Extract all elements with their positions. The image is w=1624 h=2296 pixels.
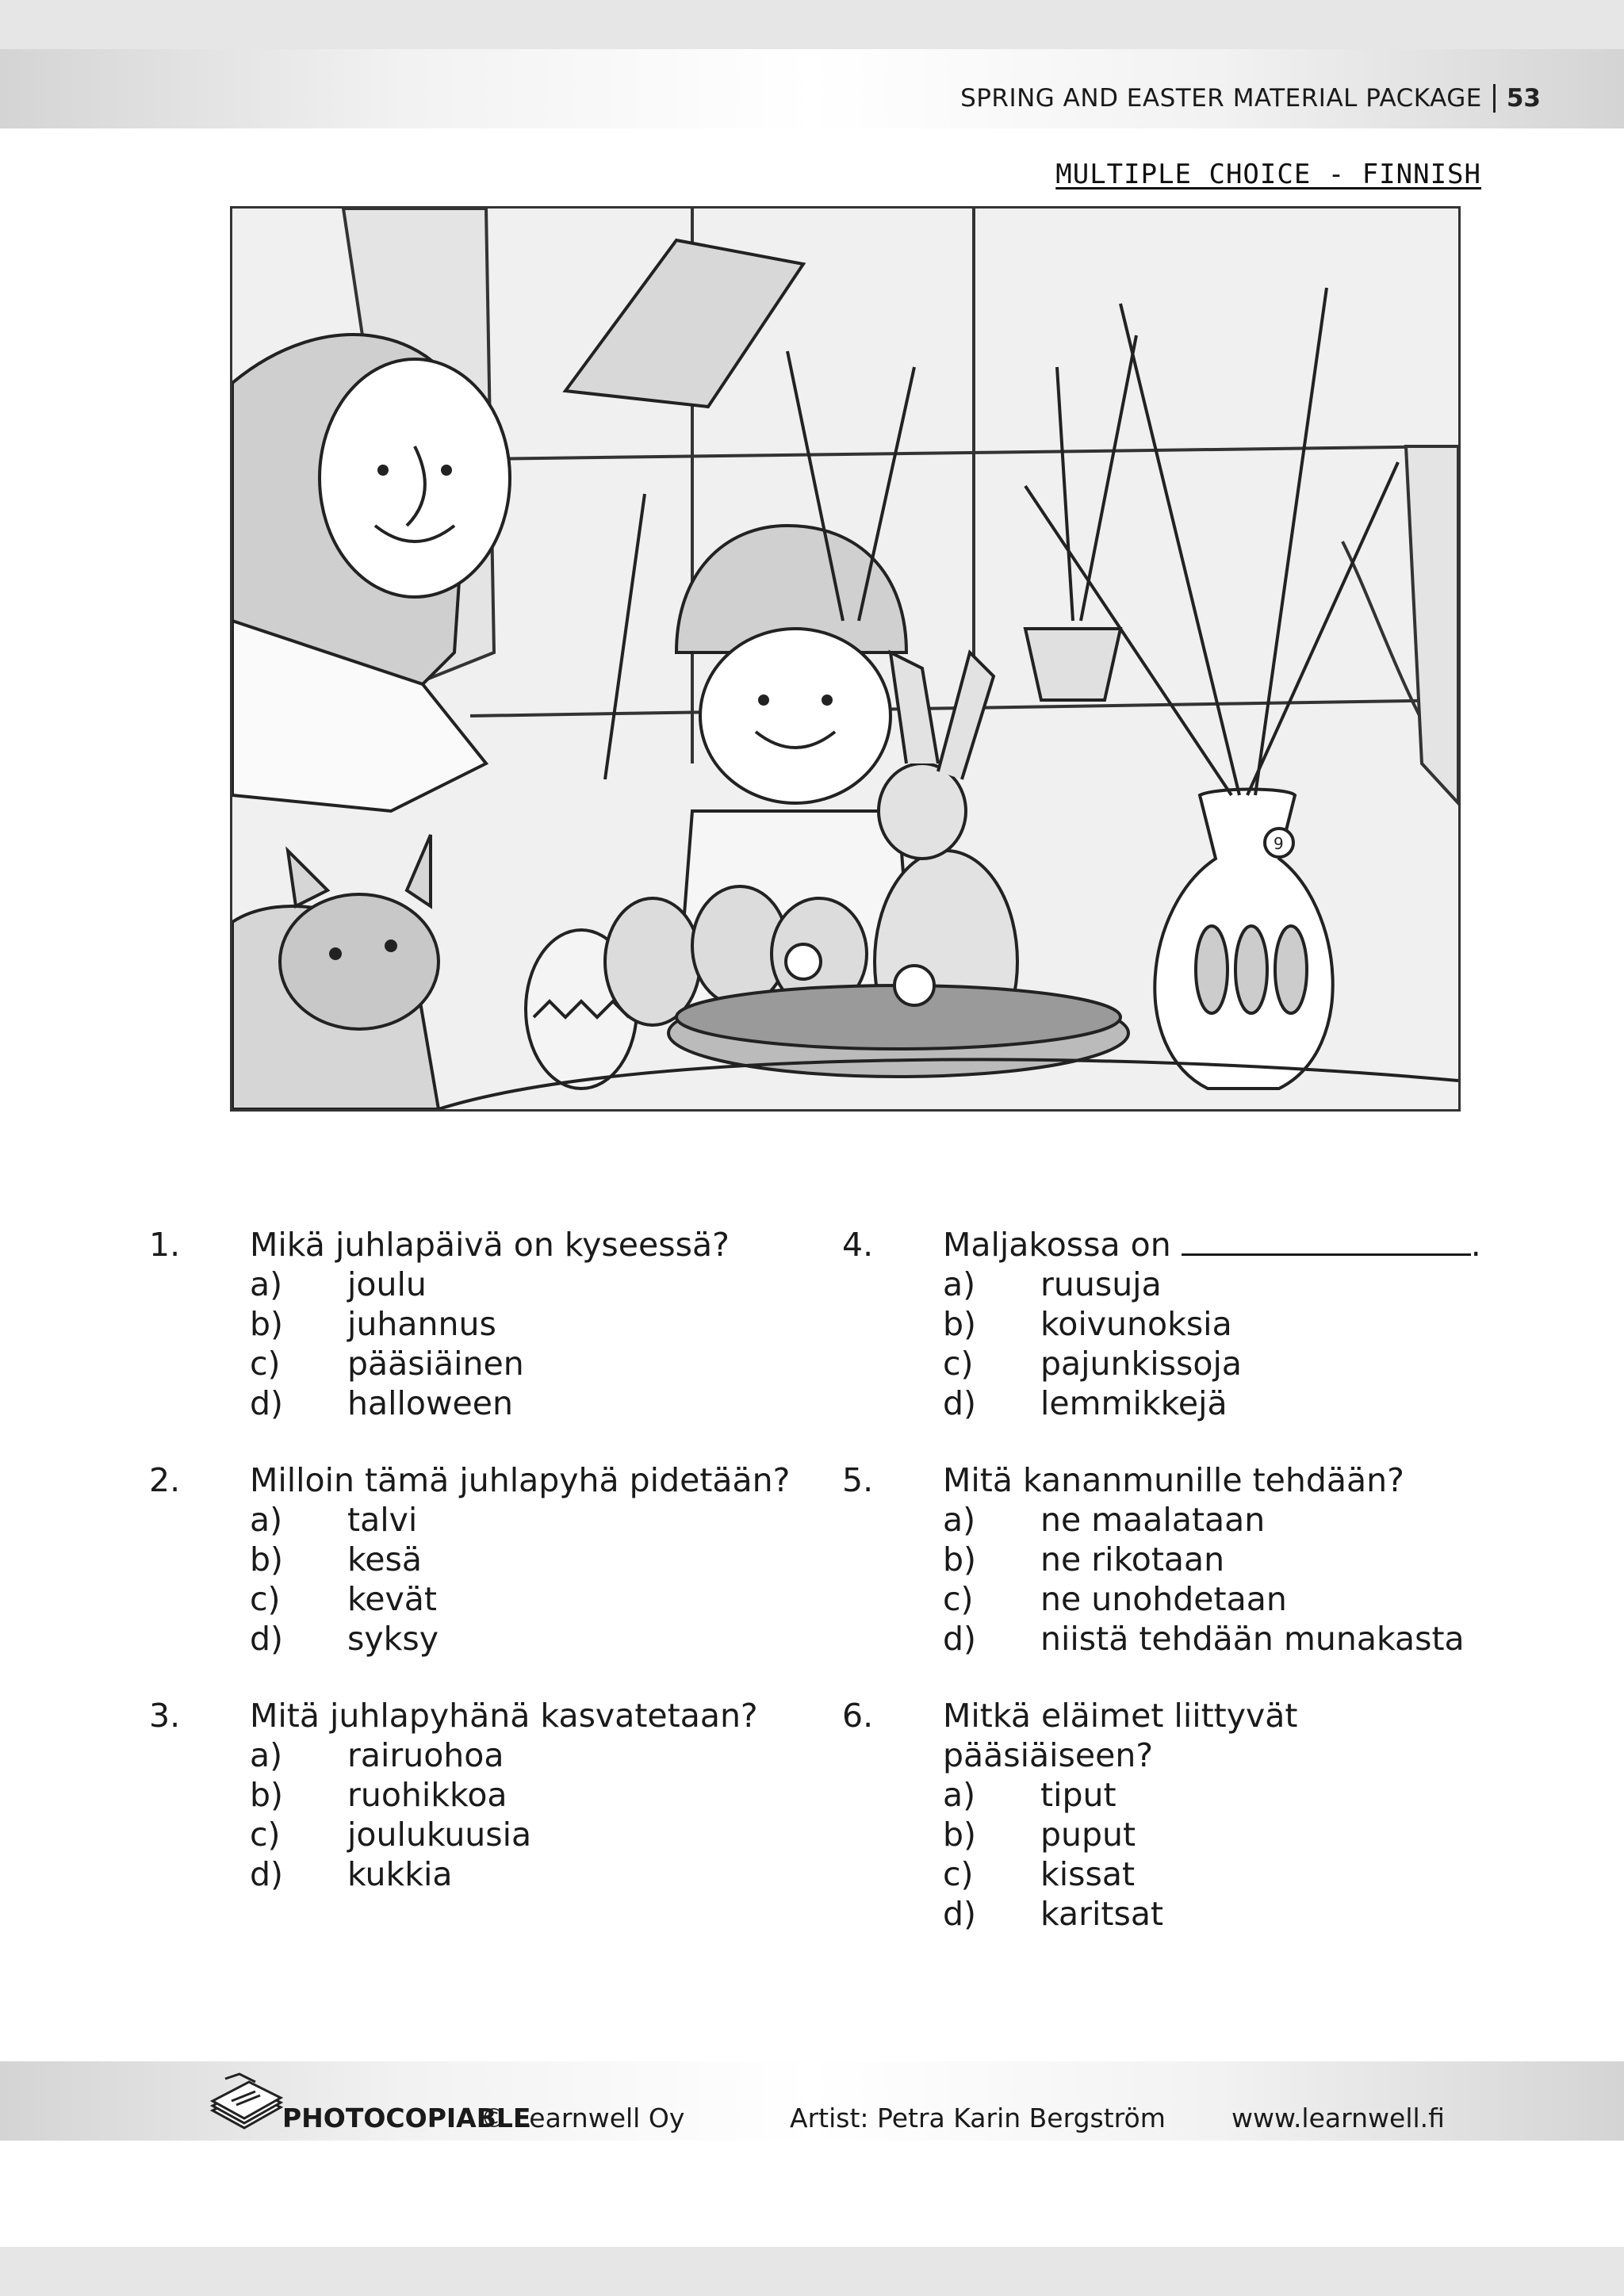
question-number: 6. [842, 1697, 874, 1735]
option-text: talvi [347, 1501, 418, 1539]
answer-option [842, 1383, 1588, 1423]
question-number: 4. [842, 1226, 874, 1264]
answer-option [842, 1775, 1588, 1815]
top-strip [0, 0, 1624, 49]
answer-option [149, 1815, 839, 1854]
question-text: Mitkä eläimet liittyvät pääsiäiseen? [943, 1697, 1298, 1774]
option-letter: a) [943, 1265, 976, 1303]
question-3 [149, 1696, 839, 1894]
answer-option [149, 1854, 839, 1894]
option-text: lemmikkejä [1040, 1384, 1228, 1422]
photocopy-paper-stack-icon [208, 2071, 285, 2134]
option-letter: c) [250, 1580, 281, 1618]
answer-option [149, 1775, 839, 1815]
option-letter: d) [250, 1384, 284, 1422]
question-1 [149, 1225, 839, 1423]
answer-option [149, 1579, 839, 1619]
question-text: Mitä kananmunille tehdään? [943, 1461, 1404, 1499]
option-letter: d) [250, 1855, 284, 1893]
answer-option [842, 1540, 1588, 1579]
header-band [0, 49, 1624, 128]
option-text: ruohikkoa [347, 1776, 508, 1814]
answer-option [149, 1500, 839, 1540]
option-text: halloween [347, 1384, 513, 1422]
answer-option [842, 1815, 1588, 1854]
answer-option [842, 1894, 1588, 1934]
option-text: kevät [347, 1580, 437, 1618]
option-letter: a) [943, 1501, 976, 1539]
answer-option [842, 1854, 1588, 1894]
question-number: 5. [842, 1461, 874, 1499]
header-title: SPRING AND EASTER MATERIAL PACKAGE [960, 84, 1482, 113]
answer-blank [1182, 1225, 1471, 1256]
option-letter: a) [250, 1736, 283, 1774]
question-6 [842, 1696, 1588, 1934]
option-text: kissat [1040, 1855, 1136, 1893]
easter-illustration [230, 206, 1461, 1112]
question-text: Milloin tämä juhlapyhä pidetään? [250, 1461, 791, 1499]
answer-option [149, 1344, 839, 1383]
option-letter: c) [943, 1580, 974, 1618]
option-text: juhannus [347, 1305, 496, 1343]
option-text: pääsiäinen [347, 1345, 524, 1383]
question-4 [842, 1225, 1588, 1423]
questions-left-column [149, 1225, 839, 1931]
option-text: kukkia [347, 1855, 453, 1893]
option-text: pajunkissoja [1040, 1345, 1242, 1383]
option-letter: a) [250, 1265, 283, 1303]
answer-option [842, 1344, 1588, 1383]
bottom-strip [0, 2247, 1624, 2296]
grandmother-figure [232, 335, 510, 811]
artist-credit: Artist: Petra Karin Bergström [790, 2103, 1166, 2133]
option-text: ne unohdetaan [1040, 1580, 1287, 1618]
option-text: tiput [1040, 1776, 1116, 1814]
illustration-drawing [232, 209, 1458, 1109]
question-text: Mitä juhlapyhänä kasvatetaan? [250, 1697, 758, 1735]
option-letter: d) [943, 1620, 977, 1658]
option-text: joulu [347, 1265, 427, 1303]
question-text-end: . [1470, 1226, 1481, 1264]
question-text: Maljakossa on [943, 1226, 1171, 1264]
option-text: koivunoksia [1040, 1305, 1232, 1343]
copyright-text: © Learnwell Oy [481, 2103, 685, 2133]
question-2 [149, 1460, 839, 1659]
option-letter: b) [943, 1540, 977, 1578]
option-letter: a) [250, 1501, 283, 1539]
photocopiable-label: PHOTOCOPIABLE [282, 2103, 531, 2133]
answer-option [149, 1383, 839, 1423]
option-text: rairuohoa [347, 1736, 504, 1774]
question-number: 1. [149, 1226, 181, 1264]
option-letter: c) [250, 1345, 281, 1383]
answer-option [842, 1265, 1588, 1304]
option-text: ne rikotaan [1040, 1540, 1225, 1578]
question-number: 2. [149, 1461, 181, 1499]
option-letter: b) [943, 1305, 977, 1343]
option-text: syksy [347, 1620, 439, 1658]
option-letter: c) [943, 1855, 974, 1893]
question-text: Mikä juhlapäivä on kyseessä? [250, 1226, 730, 1264]
vase-number: 9 [1274, 834, 1284, 853]
option-letter: b) [943, 1816, 977, 1854]
website-link[interactable]: www.learnwell.fi [1231, 2103, 1445, 2133]
option-text: ruusuja [1040, 1265, 1162, 1303]
option-letter: c) [250, 1816, 281, 1854]
option-text: karitsat [1040, 1895, 1164, 1933]
option-letter: c) [943, 1345, 974, 1383]
option-letter: b) [250, 1776, 284, 1814]
option-letter: a) [943, 1776, 976, 1814]
question-number: 3. [149, 1697, 181, 1735]
header-separator [1493, 84, 1496, 113]
worksheet-subtitle: MULTIPLE CHOICE - FINNISH [1055, 159, 1481, 190]
option-letter: d) [943, 1895, 977, 1933]
option-text: niistä tehdään munakasta [1040, 1620, 1465, 1658]
answer-option [149, 1540, 839, 1579]
question-5 [842, 1460, 1588, 1659]
option-text: kesä [347, 1540, 422, 1578]
answer-option [149, 1304, 839, 1344]
answer-option [149, 1619, 839, 1659]
answer-option [842, 1304, 1588, 1344]
answer-option [842, 1500, 1588, 1540]
answer-option [842, 1619, 1588, 1659]
option-letter: d) [943, 1384, 977, 1422]
option-letter: b) [250, 1540, 284, 1578]
option-text: joulukuusia [347, 1816, 532, 1854]
answer-option [149, 1735, 839, 1775]
option-text: puput [1040, 1816, 1136, 1854]
answer-option [842, 1579, 1588, 1619]
option-text: ne maalataan [1040, 1501, 1266, 1539]
option-letter: b) [250, 1305, 284, 1343]
page-number: 53 [1506, 84, 1541, 113]
answer-option [149, 1265, 839, 1304]
option-letter: d) [250, 1620, 284, 1658]
questions-right-column [842, 1225, 1588, 1971]
